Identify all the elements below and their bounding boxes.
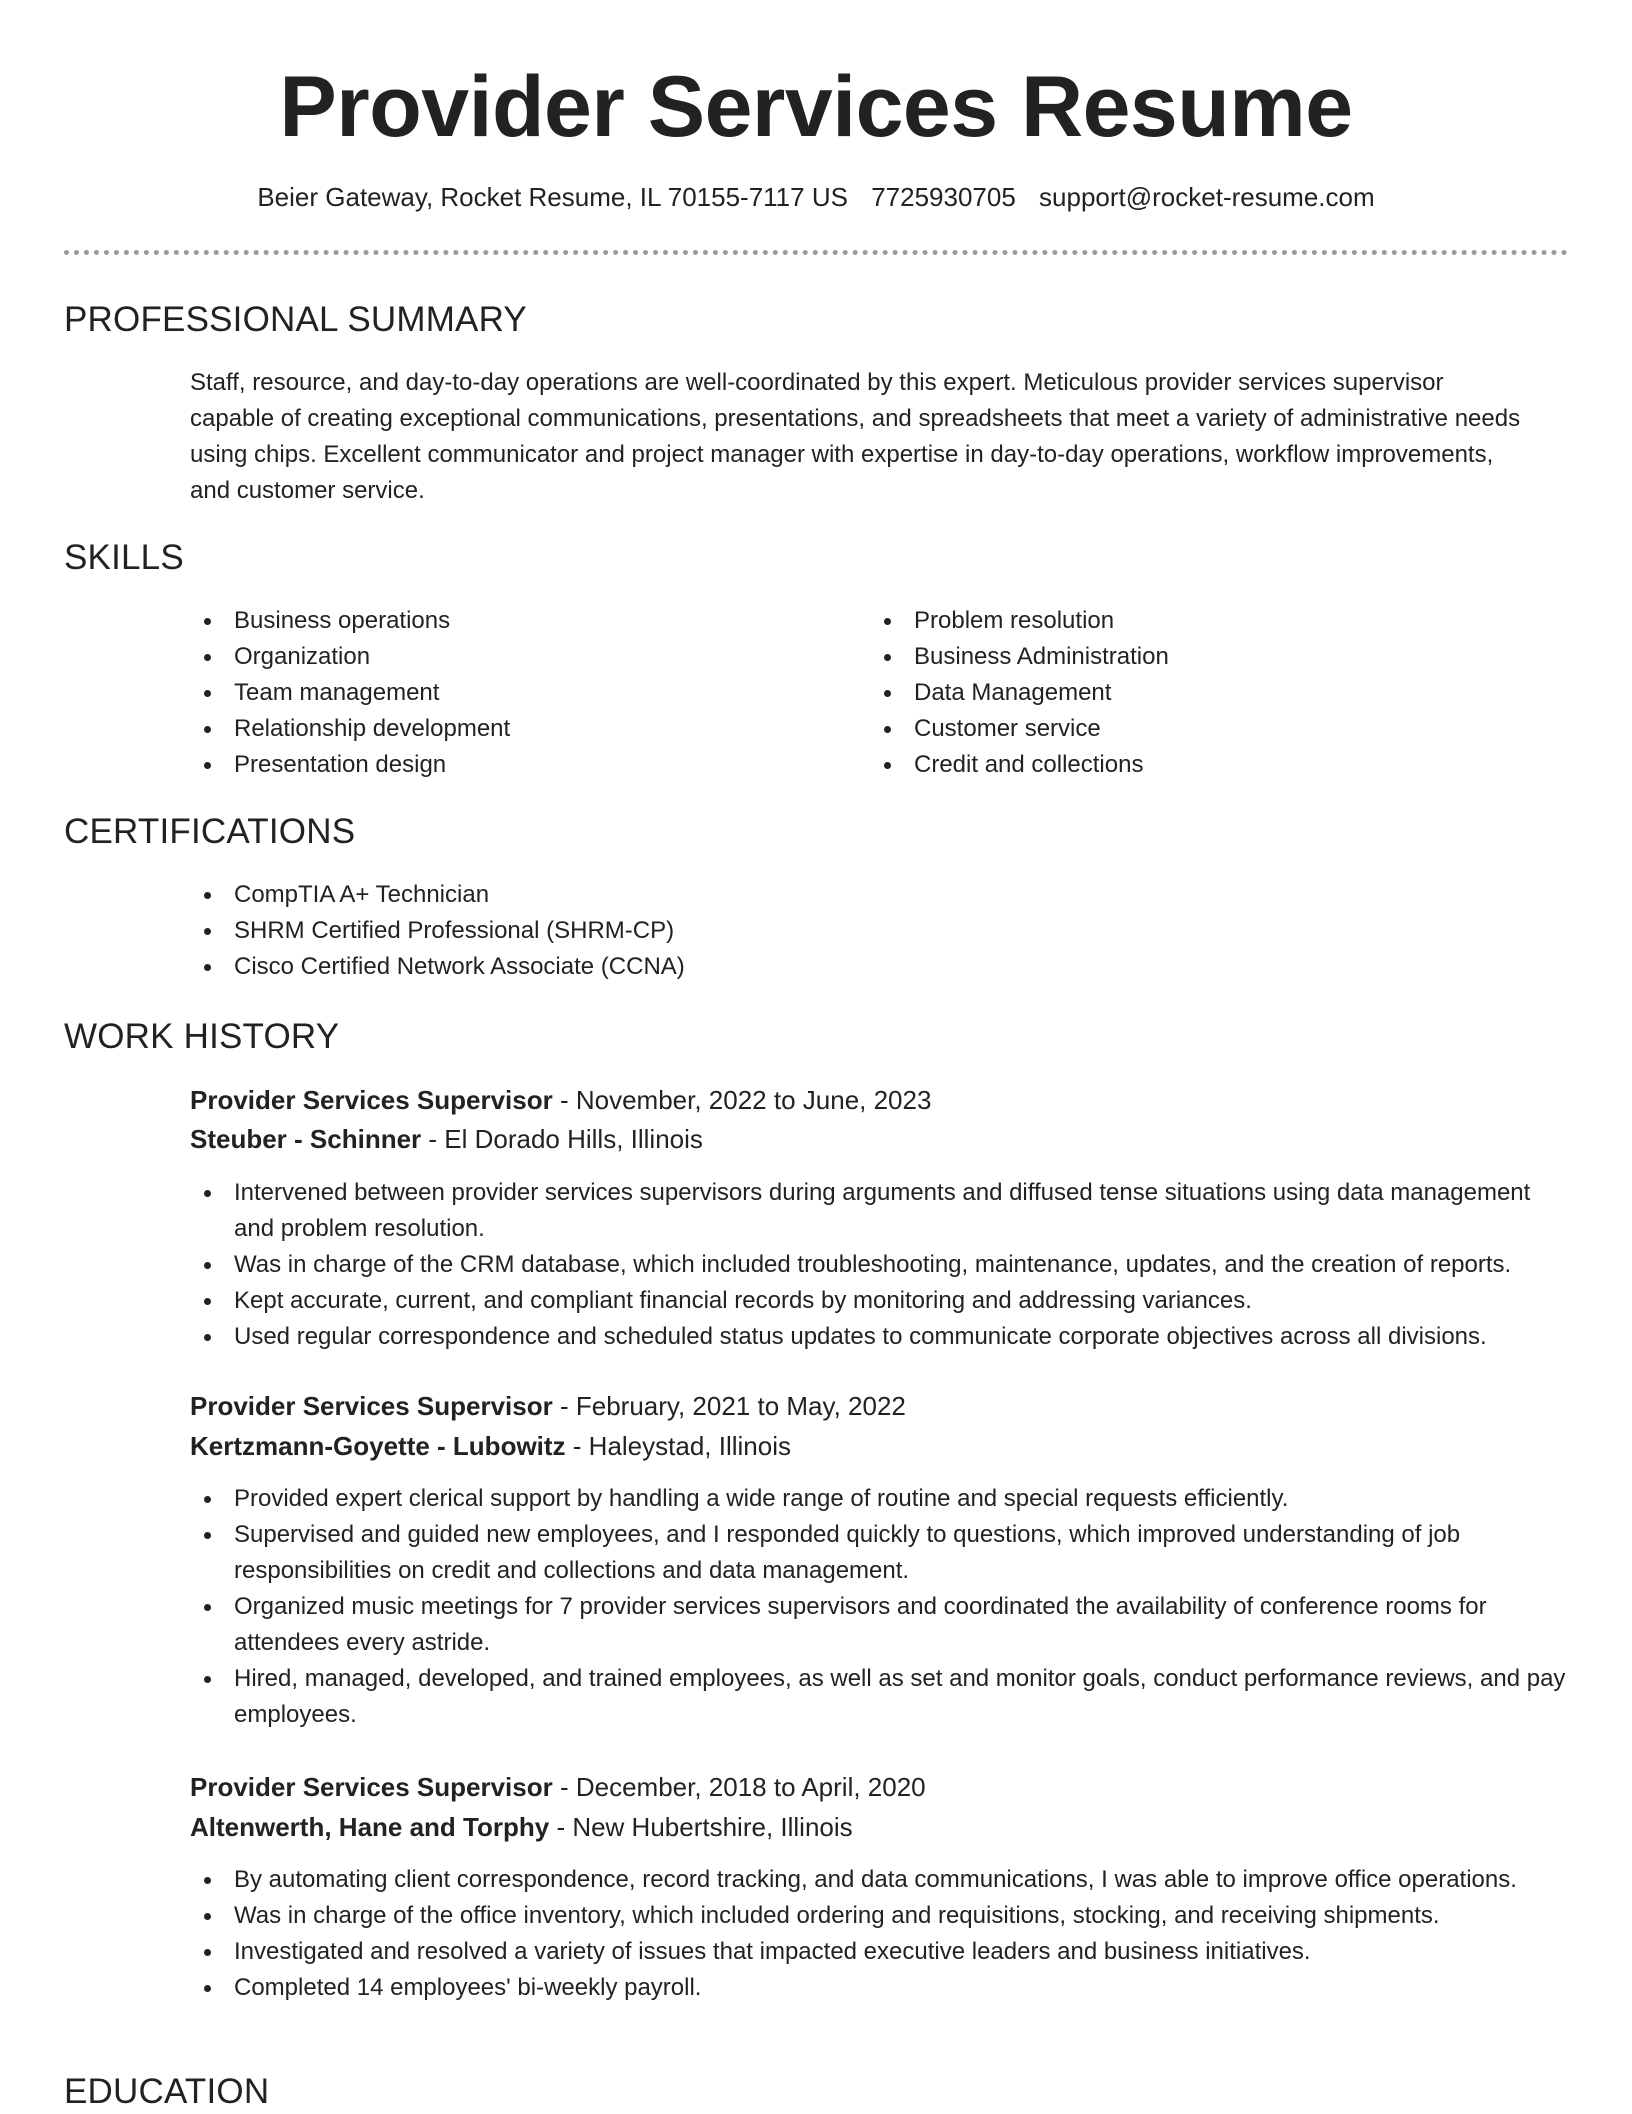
job-bullets bbox=[190, 1175, 1570, 1355]
job-role: Provider Services Supervisor bbox=[190, 1772, 553, 1802]
job-bullets bbox=[190, 1862, 1570, 2006]
job-role-line bbox=[190, 1768, 926, 1806]
job-bullet: Completed 14 employees' bi-weekly payroll. bbox=[190, 1970, 1570, 2006]
contact-email[interactable]: support@rocket-resume.com bbox=[1039, 182, 1375, 212]
skill-item: Data Management bbox=[870, 675, 1510, 711]
job-company: Steuber - Schinner bbox=[190, 1124, 422, 1154]
section-title-skills: SKILLS bbox=[64, 538, 184, 577]
skills-list-left bbox=[190, 603, 830, 783]
certification-item: SHRM Certified Professional (SHRM-CP) bbox=[190, 913, 1090, 949]
job-role: Provider Services Supervisor bbox=[190, 1085, 553, 1115]
job-dates: - February, 2021 to May, 2022 bbox=[552, 1391, 906, 1421]
section-title-certifications: CERTIFICATIONS bbox=[64, 812, 356, 851]
resume-title: Provider Services Resume bbox=[279, 59, 1353, 155]
job-role-line bbox=[190, 1081, 931, 1119]
skill-item: Business Administration bbox=[870, 639, 1510, 675]
contact-address: Beier Gateway, Rocket Resume, IL 70155-7117 US bbox=[257, 182, 848, 212]
job-company-line bbox=[190, 1427, 791, 1465]
certification-item: Cisco Certified Network Associate (CCNA) bbox=[190, 949, 1090, 985]
job-bullet: Intervened between provider services supervisors during arguments and diffused tense situations using data management and problem resolution. bbox=[190, 1175, 1570, 1247]
job-bullet: Kept accurate, current, and compliant financial records by monitoring and addressing variances. bbox=[190, 1283, 1570, 1319]
job-company-line bbox=[190, 1120, 703, 1158]
job-bullet: Hired, managed, developed, and trained employees, as well as set and monitor goals, conduct performance reviews, and pay employees. bbox=[190, 1661, 1570, 1733]
job-bullet: Used regular correspondence and scheduled status updates to communicate corporate objectives across all divisions. bbox=[190, 1319, 1570, 1355]
section-title-summary: PROFESSIONAL SUMMARY bbox=[64, 300, 527, 339]
summary-text: Staff, resource, and day-to-day operations are well-coordinated by this expert. Meticulous provider services supervisor capable of creating exceptional communications, presentations, and spreadsheets that meet a variety of administrative needs using chips. Excellent communicator and project manager with expertise in day-to-day operations, workflow improvements, and customer service. bbox=[190, 369, 1521, 504]
job-dates: - November, 2022 to June, 2023 bbox=[552, 1085, 932, 1115]
job-role: Provider Services Supervisor bbox=[190, 1391, 553, 1421]
job-bullet: Was in charge of the office inventory, which included ordering and requisitions, stocking, and receiving shipments. bbox=[190, 1898, 1570, 1934]
job-location: - El Dorado Hills, Illinois bbox=[421, 1124, 703, 1154]
skill-item: Presentation design bbox=[190, 747, 830, 783]
job-role-line bbox=[190, 1387, 906, 1425]
certifications-list bbox=[190, 877, 1090, 985]
job-company-line bbox=[190, 1808, 853, 1846]
job-bullets bbox=[190, 1481, 1570, 1733]
job-bullet: Provided expert clerical support by handling a wide range of routine and special requests efficiently. bbox=[190, 1481, 1570, 1517]
skills-list-right bbox=[870, 603, 1510, 783]
skill-item: Credit and collections bbox=[870, 747, 1510, 783]
job-location: - Haleystad, Illinois bbox=[565, 1431, 791, 1461]
skill-item: Business operations bbox=[190, 603, 830, 639]
job-company: Kertzmann-Goyette - Lubowitz bbox=[190, 1431, 566, 1461]
section-title-work-history: WORK HISTORY bbox=[64, 1017, 340, 1056]
skill-item: Relationship development bbox=[190, 711, 830, 747]
job-bullet: Was in charge of the CRM database, which included troubleshooting, maintenance, updates, and the creation of reports. bbox=[190, 1247, 1570, 1283]
certification-item: CompTIA A+ Technician bbox=[190, 877, 1090, 913]
job-bullet: By automating client correspondence, record tracking, and data communications, I was able to improve office operations. bbox=[190, 1862, 1570, 1898]
job-bullet: Supervised and guided new employees, and I responded quickly to questions, which improved understanding of job responsibilities on credit and collections and data management. bbox=[190, 1517, 1570, 1589]
contact-line bbox=[0, 179, 1632, 215]
job-bullet: Organized music meetings for 7 provider services supervisors and coordinated the availability of conference rooms for attendees every astride. bbox=[190, 1589, 1570, 1661]
job-location: - New Hubertshire, Illinois bbox=[549, 1812, 853, 1842]
job-company: Altenwerth, Hane and Torphy bbox=[190, 1812, 550, 1842]
job-dates: - December, 2018 to April, 2020 bbox=[552, 1772, 926, 1802]
skill-item: Customer service bbox=[870, 711, 1510, 747]
skill-item: Problem resolution bbox=[870, 603, 1510, 639]
skill-item: Organization bbox=[190, 639, 830, 675]
skill-item: Team management bbox=[190, 675, 830, 711]
contact-phone: 7725930705 bbox=[871, 182, 1016, 212]
job-bullet: Investigated and resolved a variety of issues that impacted executive leaders and business initiatives. bbox=[190, 1934, 1570, 1970]
header-divider bbox=[64, 250, 1568, 255]
section-title-education: EDUCATION bbox=[64, 2072, 270, 2111]
